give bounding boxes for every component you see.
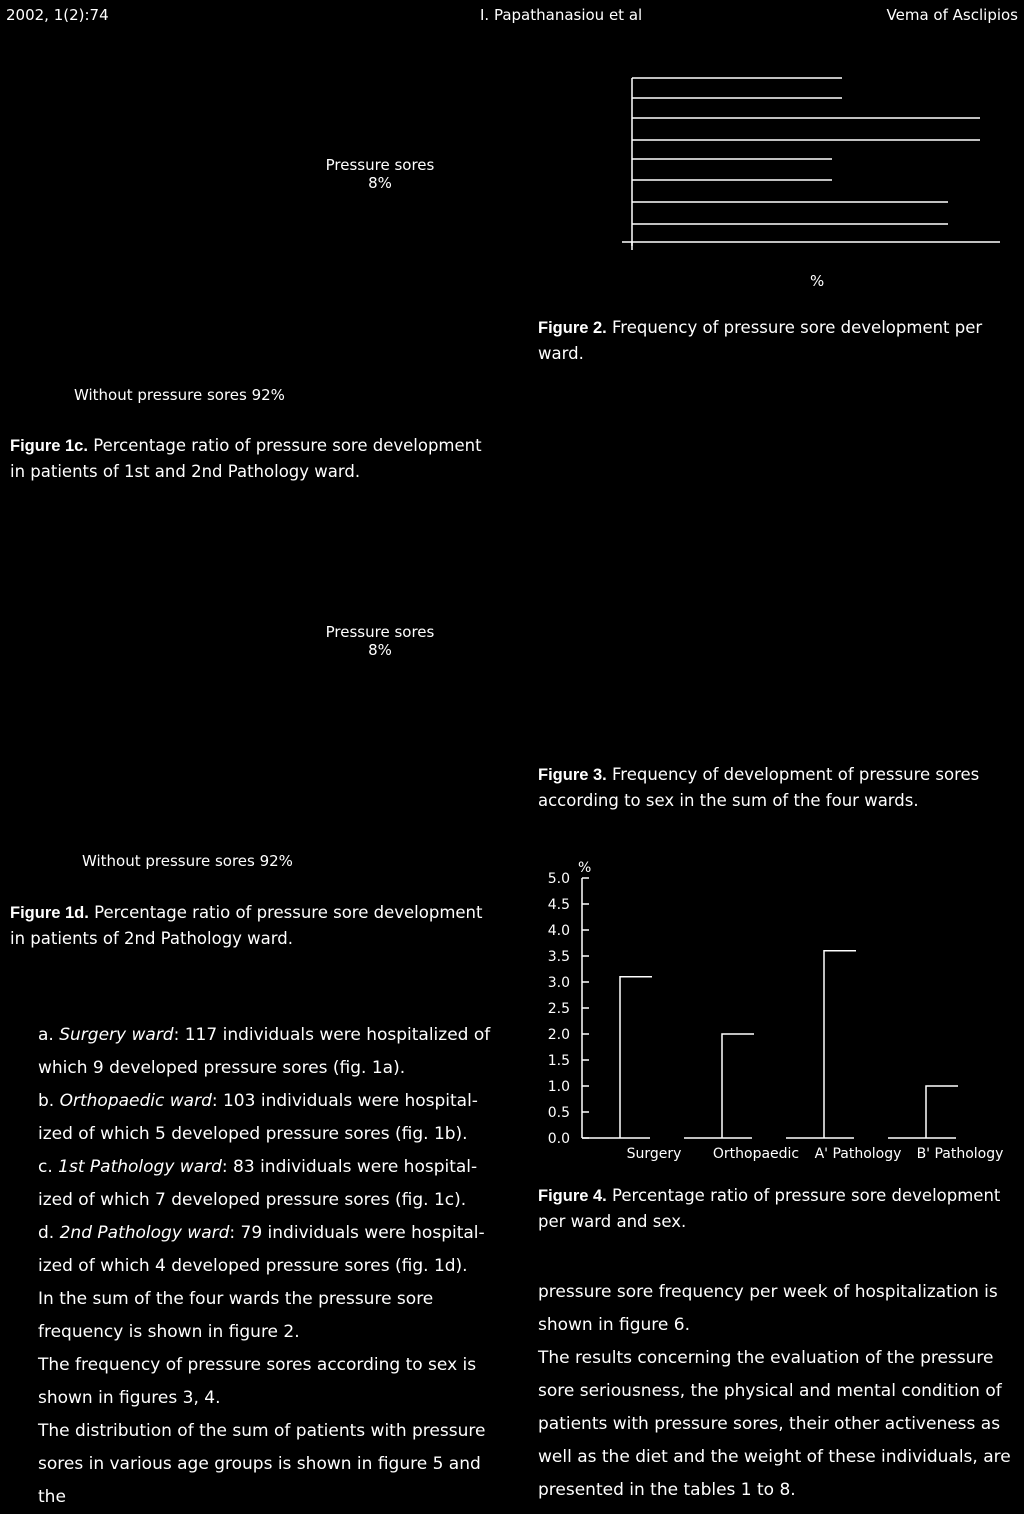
fig1c-caption: Figure 1c. Percentage ratio of pressure sore development in patients of 1st and 2nd Pathology ward. bbox=[10, 436, 482, 481]
fig4-chart bbox=[530, 852, 1020, 1172]
y-axis-label: % bbox=[578, 860, 592, 876]
y-tick-label: 3.5 bbox=[547, 949, 570, 965]
bar bbox=[926, 1086, 958, 1138]
paragraph: The frequency of pressure sores according to sex is shown in figures 3, 4. bbox=[38, 1355, 477, 1408]
running-header-authors: I. Papathanasiou et al bbox=[480, 6, 643, 24]
x-tick-label: A' Pathology bbox=[814, 1146, 902, 1162]
running-header-citation: 2002, 1(2):74 bbox=[6, 6, 109, 24]
y-tick-label: 2.5 bbox=[547, 1001, 570, 1017]
fig1c-slice-label: Pressure sores 8% bbox=[325, 156, 435, 192]
y-tick-label: 2.0 bbox=[547, 1027, 570, 1043]
paragraph: The results concerning the evaluation of the pressure sore seriousness, the physical and mental condition of patients with pressure sores, their other activeness as well as the diet and the weight of these individuals, are presented in the tables 1 to 8. bbox=[538, 1348, 1011, 1500]
y-tick-label: 5.0 bbox=[547, 871, 570, 887]
body-text-left bbox=[10, 1019, 500, 1514]
list-item-d: d. 2nd Pathology ward: 79 individuals were hospital- ized of which 4 developed pressure sores (fig. 1d). bbox=[38, 1223, 485, 1276]
x-tick-label: Orthopaedic bbox=[712, 1146, 800, 1162]
fig2-chart bbox=[618, 70, 1008, 300]
fig1d-slice-label: Pressure sores 8% bbox=[325, 623, 435, 659]
paragraph: pressure sore frequency per week of hospitalization is shown in figure 6. bbox=[538, 1282, 998, 1335]
x-tick-label: B' Pathology bbox=[916, 1146, 1004, 1162]
fig2-caption: Figure 2. Frequency of pressure sore development per ward. bbox=[538, 318, 983, 363]
list-item-c: c. 1st Pathology ward: 83 individuals were hospital- ized of which 7 developed pressure sores (fig. 1c). bbox=[38, 1157, 478, 1210]
fig4-caption: Figure 4. Percentage ratio of pressure sore development per ward and sex. bbox=[538, 1186, 1001, 1231]
bar bbox=[824, 951, 856, 1138]
y-tick-label: 3.0 bbox=[547, 975, 570, 991]
y-tick-label: 4.0 bbox=[547, 923, 570, 939]
list-item-a: a. Surgery ward: 117 individuals were hospitalized of which 9 developed pressure sores (fig. 1a). bbox=[38, 1025, 491, 1078]
fig1c-rest-label: Without pressure sores 92% bbox=[74, 386, 285, 404]
fig1d-rest-label: Without pressure sores 92% bbox=[82, 852, 293, 870]
paragraph: In the sum of the four wards the pressure sore frequency is shown in figure 2. bbox=[38, 1289, 434, 1342]
y-tick-label: 1.5 bbox=[547, 1053, 570, 1069]
list-item-b: b. Orthopaedic ward: 103 individuals were hospital- ized of which 5 developed pressure sores (fig. 1b). bbox=[38, 1091, 478, 1144]
bar bbox=[722, 1034, 754, 1138]
body-text-right bbox=[538, 1276, 1018, 1507]
y-tick-label: 0.0 bbox=[547, 1131, 570, 1147]
y-tick-label: 1.0 bbox=[547, 1079, 570, 1095]
x-tick-label: Surgery bbox=[626, 1146, 682, 1162]
y-tick-label: 0.5 bbox=[547, 1105, 570, 1121]
fig2-axis-unit: % bbox=[810, 272, 825, 290]
running-header-journal: Vema of Asclipios bbox=[886, 6, 1018, 24]
y-tick-label: 4.5 bbox=[547, 897, 570, 913]
fig3-caption: Figure 3. Frequency of development of pressure sores according to sex in the sum of the four wards. bbox=[538, 765, 980, 810]
bar bbox=[620, 977, 652, 1138]
fig1d-caption: Figure 1d. Percentage ratio of pressure sore development in patients of 2nd Pathology ward. bbox=[10, 903, 483, 948]
paragraph: The distribution of the sum of patients with pressure sores in various age groups is shown in figure 5 and the bbox=[38, 1421, 486, 1507]
